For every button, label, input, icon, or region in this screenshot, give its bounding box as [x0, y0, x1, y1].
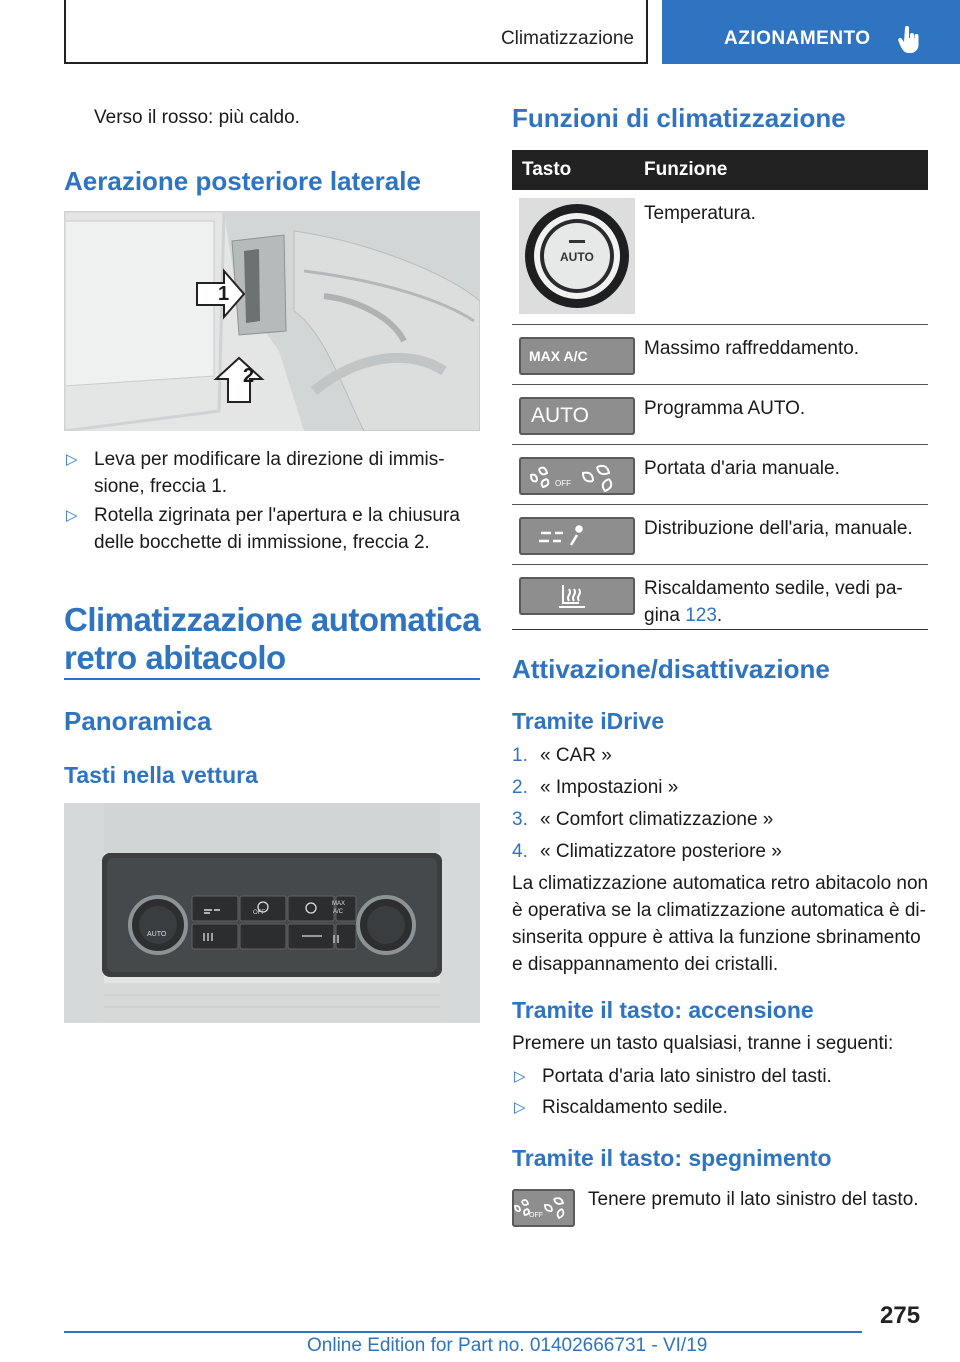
- overview-heading: Panoramica: [64, 706, 212, 736]
- list-item: 3. « Comfort climatizzazione »: [512, 809, 774, 830]
- max-ac-button-icon: MAX A/C: [519, 337, 635, 375]
- triangle-bullet-icon: ▷: [514, 1068, 526, 1085]
- row-description: Massimo raffreddamento.: [644, 338, 860, 359]
- air-distribution-button-icon: [519, 517, 635, 555]
- table-header: [512, 150, 928, 190]
- page-number: 275: [880, 1302, 921, 1329]
- table-row: [512, 565, 928, 630]
- fan-button-icon: OFF: [519, 457, 635, 495]
- header-chapter-box: [64, 0, 648, 64]
- callout-2: 2: [243, 365, 255, 387]
- panel-ac-label: A/C: [333, 909, 344, 915]
- triangle-bullet-icon: ▷: [66, 507, 78, 524]
- section-title: AZIONAMENTO: [724, 28, 871, 49]
- list-item: 2. « Impostazioni »: [512, 777, 679, 798]
- auto-button-icon: AUTO: [519, 397, 635, 435]
- list-item: 4. « Climatizzatore posteriore »: [512, 841, 782, 862]
- functions-table: [512, 150, 928, 630]
- temperature-knob-icon: AUTO: [519, 198, 635, 314]
- footer-rule: [64, 1331, 862, 1333]
- triangle-bullet-icon: ▷: [66, 451, 78, 468]
- table-row: [512, 445, 928, 505]
- list-item: 1. « CAR »: [512, 745, 612, 766]
- pointing-hand-icon: [898, 26, 920, 54]
- row-description: Temperatura.: [644, 203, 756, 224]
- row-description: Distribuzione dell'aria, manuale.: [644, 518, 913, 539]
- list-item: ▷ Leva per modificare la direzione di immis- sione, freccia 1.: [64, 446, 510, 500]
- callout-1: 1: [218, 283, 230, 305]
- buttons-heading: Tasti nella vettura: [64, 762, 258, 788]
- list-item: ▷ Riscaldamento sedile.: [512, 1094, 728, 1121]
- intro-text: Verso il rosso: più caldo.: [94, 107, 300, 128]
- off-heading: Tramite il tasto: spegnimento: [512, 1145, 832, 1171]
- idrive-note: La climatizzazione automatica retro abitacolo non è operativa se la climatizzazione automatica è di- sinserita oppure è attiva la funzione sbrinamento e disappannamento dei cristalli.: [512, 873, 929, 975]
- page-link[interactable]: 123: [685, 605, 717, 626]
- onoff-heading: Attivazione/disattivazione: [512, 654, 830, 684]
- panel-off-label: OFF: [253, 910, 265, 916]
- panel-max-label: MAX: [332, 901, 346, 907]
- col-function-header: Funzione: [644, 159, 728, 180]
- idrive-heading: Tramite iDrive: [512, 708, 665, 734]
- rear-vent-heading: Aerazione posteriore laterale: [64, 166, 421, 196]
- off-text: Tenere premuto il lato sinistro del tasto.: [588, 1189, 919, 1210]
- on-heading: Tramite il tasto: accensione: [512, 997, 814, 1023]
- row-description: Riscaldamento sedile, vedi pa- gina 123.: [644, 578, 903, 626]
- edition-footer: Online Edition for Part no. 01402666731 - VI/19: [307, 1335, 708, 1356]
- table-row: [512, 505, 928, 565]
- table-row: [512, 190, 928, 325]
- fan-button-icon: OFF: [512, 1189, 575, 1227]
- chapter-title: Climatizzazione: [500, 28, 634, 49]
- on-text: Premere un tasto qualsiasi, tranne i seguenti:: [512, 1033, 894, 1054]
- table-row: [512, 385, 928, 445]
- header-section-tab: [662, 0, 960, 64]
- row-description: Portata d'aria manuale.: [644, 458, 840, 479]
- panel-auto-label: AUTO: [147, 931, 167, 938]
- heading-rule: [64, 678, 480, 680]
- rear-vent-illustration: [64, 211, 480, 431]
- triangle-bullet-icon: ▷: [514, 1099, 526, 1116]
- seat-heating-button-icon: [519, 577, 635, 615]
- row-description: Programma AUTO.: [644, 398, 806, 419]
- col-key-header: Tasto: [522, 159, 572, 180]
- list-item: ▷ Portata d'aria lato sinistro del tasti.: [512, 1063, 832, 1090]
- list-item: ▷ Rotella zigrinata per l'apertura e la chiusura delle bocchette di immissione, freccia 2.: [64, 502, 510, 556]
- functions-heading: Funzioni di climatizzazione: [512, 103, 846, 133]
- table-row: [512, 325, 928, 385]
- rear-climate-panel-photo: [64, 803, 480, 1023]
- main-heading: Climatizzazione automatica retro abitacolo: [64, 601, 481, 676]
